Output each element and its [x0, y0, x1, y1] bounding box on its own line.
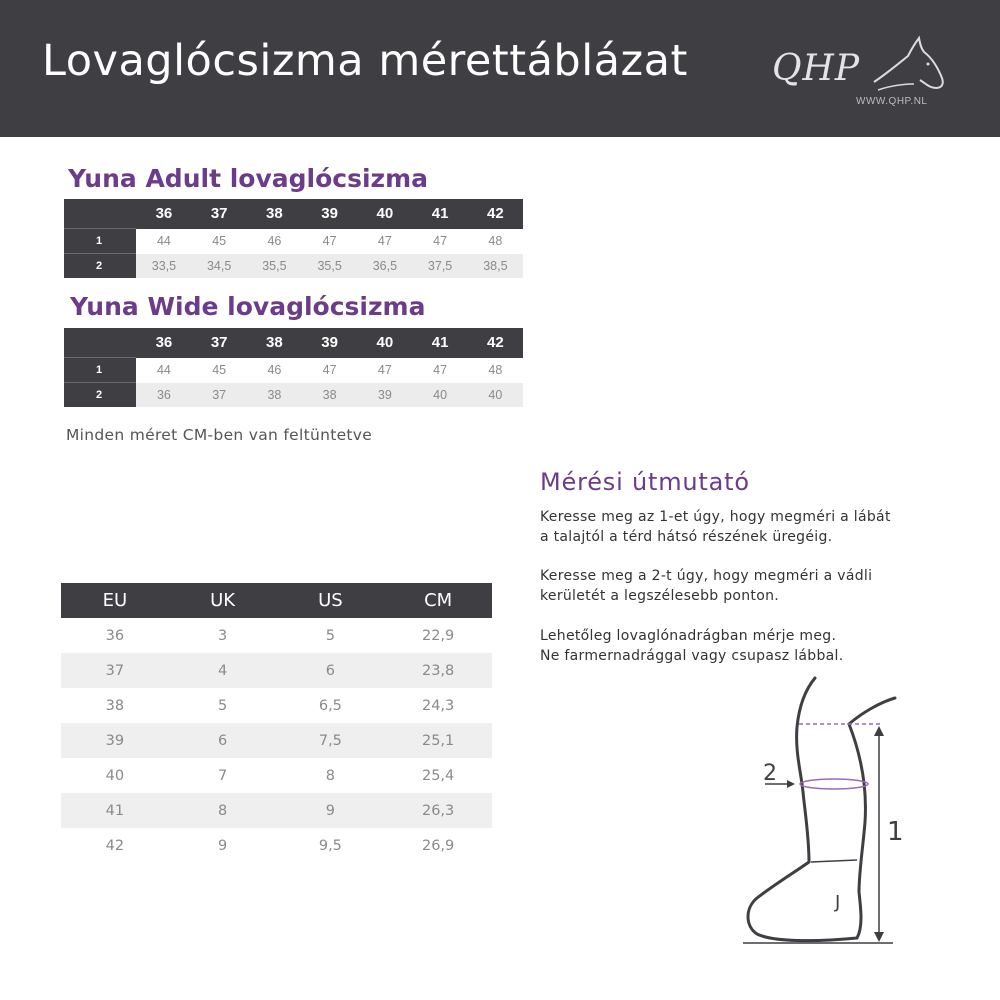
table-cell: 26,9: [384, 828, 492, 863]
qhp-logo: [766, 34, 956, 114]
table-cell: 45: [192, 358, 247, 383]
row-label: 2: [64, 383, 136, 408]
table-cell: 9,5: [277, 828, 385, 863]
table-cell: 5: [169, 688, 277, 723]
guide-paragraph-3: [540, 626, 843, 666]
table-row: [61, 618, 492, 653]
guide-line: kerületét a legszélesebb ponton.: [540, 588, 780, 604]
size-header: 38: [247, 199, 302, 229]
table-row: [61, 758, 492, 793]
table-cell: 47: [412, 229, 467, 254]
wide-size-table: [64, 328, 523, 407]
guide-paragraph-2: [540, 566, 872, 606]
size-header: 41: [412, 328, 467, 358]
table-cell: 46: [247, 358, 302, 383]
table-header-row: [61, 583, 492, 618]
table-cell: 48: [468, 358, 523, 383]
table-cell: 3: [169, 618, 277, 653]
row-label: 1: [64, 358, 136, 383]
table-cell: 7: [169, 758, 277, 793]
table-cell: 36: [136, 383, 191, 408]
arrow-down-icon: [874, 932, 884, 942]
row-label: 1: [64, 229, 136, 254]
guide-line: Lehetőleg lovaglónadrágban mérje meg.: [540, 628, 837, 644]
table-row: [64, 229, 523, 254]
arrow-up-icon: [874, 726, 884, 736]
table-cell: 47: [412, 358, 467, 383]
table-cell: 46: [247, 229, 302, 254]
table-cell: 39: [61, 723, 169, 758]
table-cell: 37: [61, 653, 169, 688]
guide-title: Mérési útmutató: [540, 468, 750, 496]
column-header: EU: [61, 583, 169, 618]
table-row: [61, 723, 492, 758]
guide-line: Ne farmernadrággal vagy csupasz lábbal.: [540, 648, 844, 664]
guide-paragraph-1: [540, 507, 891, 547]
table-header-row: [64, 328, 523, 358]
table-cell: 35,5: [247, 254, 302, 279]
table-cell: 39: [357, 383, 412, 408]
table-corner: [64, 199, 136, 229]
table-cell: 47: [302, 358, 357, 383]
table-cell: 38: [247, 383, 302, 408]
size-header: 37: [192, 199, 247, 229]
size-header: 36: [136, 328, 191, 358]
table-cell: 6: [277, 653, 385, 688]
table-row: [61, 828, 492, 863]
sock-line: [811, 860, 857, 862]
header-bar: [0, 0, 1000, 137]
table-cell: 45: [192, 229, 247, 254]
size-header: 38: [247, 328, 302, 358]
logo-url: WWW.QHP.NL: [856, 96, 928, 107]
calf-circumference: [800, 779, 868, 789]
table-row: [61, 688, 492, 723]
wide-table-title: Yuna Wide lovaglócsizma: [70, 292, 426, 321]
table-cell: 25,1: [384, 723, 492, 758]
table-cell: 7,5: [277, 723, 385, 758]
column-header: UK: [169, 583, 277, 618]
table-cell: 41: [61, 793, 169, 828]
table-cell: 23,8: [384, 653, 492, 688]
table-cell: 37: [192, 383, 247, 408]
table-cell: 9: [277, 793, 385, 828]
guide-line: Keresse meg az 1-et úgy, hogy megméri a lábát: [540, 509, 891, 525]
size-header: 36: [136, 199, 191, 229]
table-cell: 25,4: [384, 758, 492, 793]
table-cell: 33,5: [136, 254, 191, 279]
table-corner: [64, 328, 136, 358]
table-cell: 8: [169, 793, 277, 828]
table-cell: 22,9: [384, 618, 492, 653]
table-row: [61, 793, 492, 828]
table-cell: 38,5: [468, 254, 523, 279]
column-header: CM: [384, 583, 492, 618]
label-2: 2: [763, 761, 777, 786]
table-cell: 6,5: [277, 688, 385, 723]
adult-size-table: [64, 199, 523, 278]
table-cell: 5: [277, 618, 385, 653]
guide-line: a talajtól a térd hátsó részének üregéig.: [540, 529, 833, 545]
leg-measurement-diagram: [735, 672, 915, 947]
table-row: [64, 383, 523, 408]
table-cell: 36: [61, 618, 169, 653]
table-cell: 35,5: [302, 254, 357, 279]
adult-table-title: Yuna Adult lovaglócsizma: [68, 164, 429, 193]
guide-line: Keresse meg a 2-t úgy, hogy megméri a vádli: [540, 568, 873, 584]
table-cell: 47: [357, 358, 412, 383]
table-cell: 26,3: [384, 793, 492, 828]
page-title: Lovaglócsizma mérettáblázat: [42, 36, 688, 86]
table-cell: 24,3: [384, 688, 492, 723]
table-header-row: [64, 199, 523, 229]
table-cell: 42: [61, 828, 169, 863]
label-1: 1: [887, 817, 904, 847]
size-header: 40: [357, 328, 412, 358]
size-header: 42: [468, 328, 523, 358]
table-cell: 4: [169, 653, 277, 688]
table-cell: 40: [61, 758, 169, 793]
leg-outline: [748, 678, 895, 941]
table-row: [64, 358, 523, 383]
table-cell: 40: [468, 383, 523, 408]
table-cell: 34,5: [192, 254, 247, 279]
arrow-right-icon: [787, 780, 795, 788]
units-note: Minden méret CM-ben van feltüntetve: [66, 426, 373, 444]
size-header: 42: [468, 199, 523, 229]
logo-text: QHP: [772, 48, 861, 89]
table-cell: 37,5: [412, 254, 467, 279]
size-header: 40: [357, 199, 412, 229]
table-cell: 36,5: [357, 254, 412, 279]
table-row: [64, 254, 523, 279]
table-cell: 9: [169, 828, 277, 863]
size-header: 39: [302, 328, 357, 358]
row-label: 2: [64, 254, 136, 279]
table-row: [61, 653, 492, 688]
table-cell: 48: [468, 229, 523, 254]
table-cell: 44: [136, 358, 191, 383]
table-cell: 6: [169, 723, 277, 758]
column-header: US: [277, 583, 385, 618]
size-header: 41: [412, 199, 467, 229]
table-cell: 38: [61, 688, 169, 723]
table-cell: 8: [277, 758, 385, 793]
table-cell: 44: [136, 229, 191, 254]
table-cell: 47: [302, 229, 357, 254]
table-cell: 38: [302, 383, 357, 408]
size-header: 37: [192, 328, 247, 358]
size-header: 39: [302, 199, 357, 229]
table-cell: 40: [412, 383, 467, 408]
table-cell: 47: [357, 229, 412, 254]
ankle-mark: J: [835, 892, 841, 913]
size-conversion-table: [61, 583, 492, 863]
